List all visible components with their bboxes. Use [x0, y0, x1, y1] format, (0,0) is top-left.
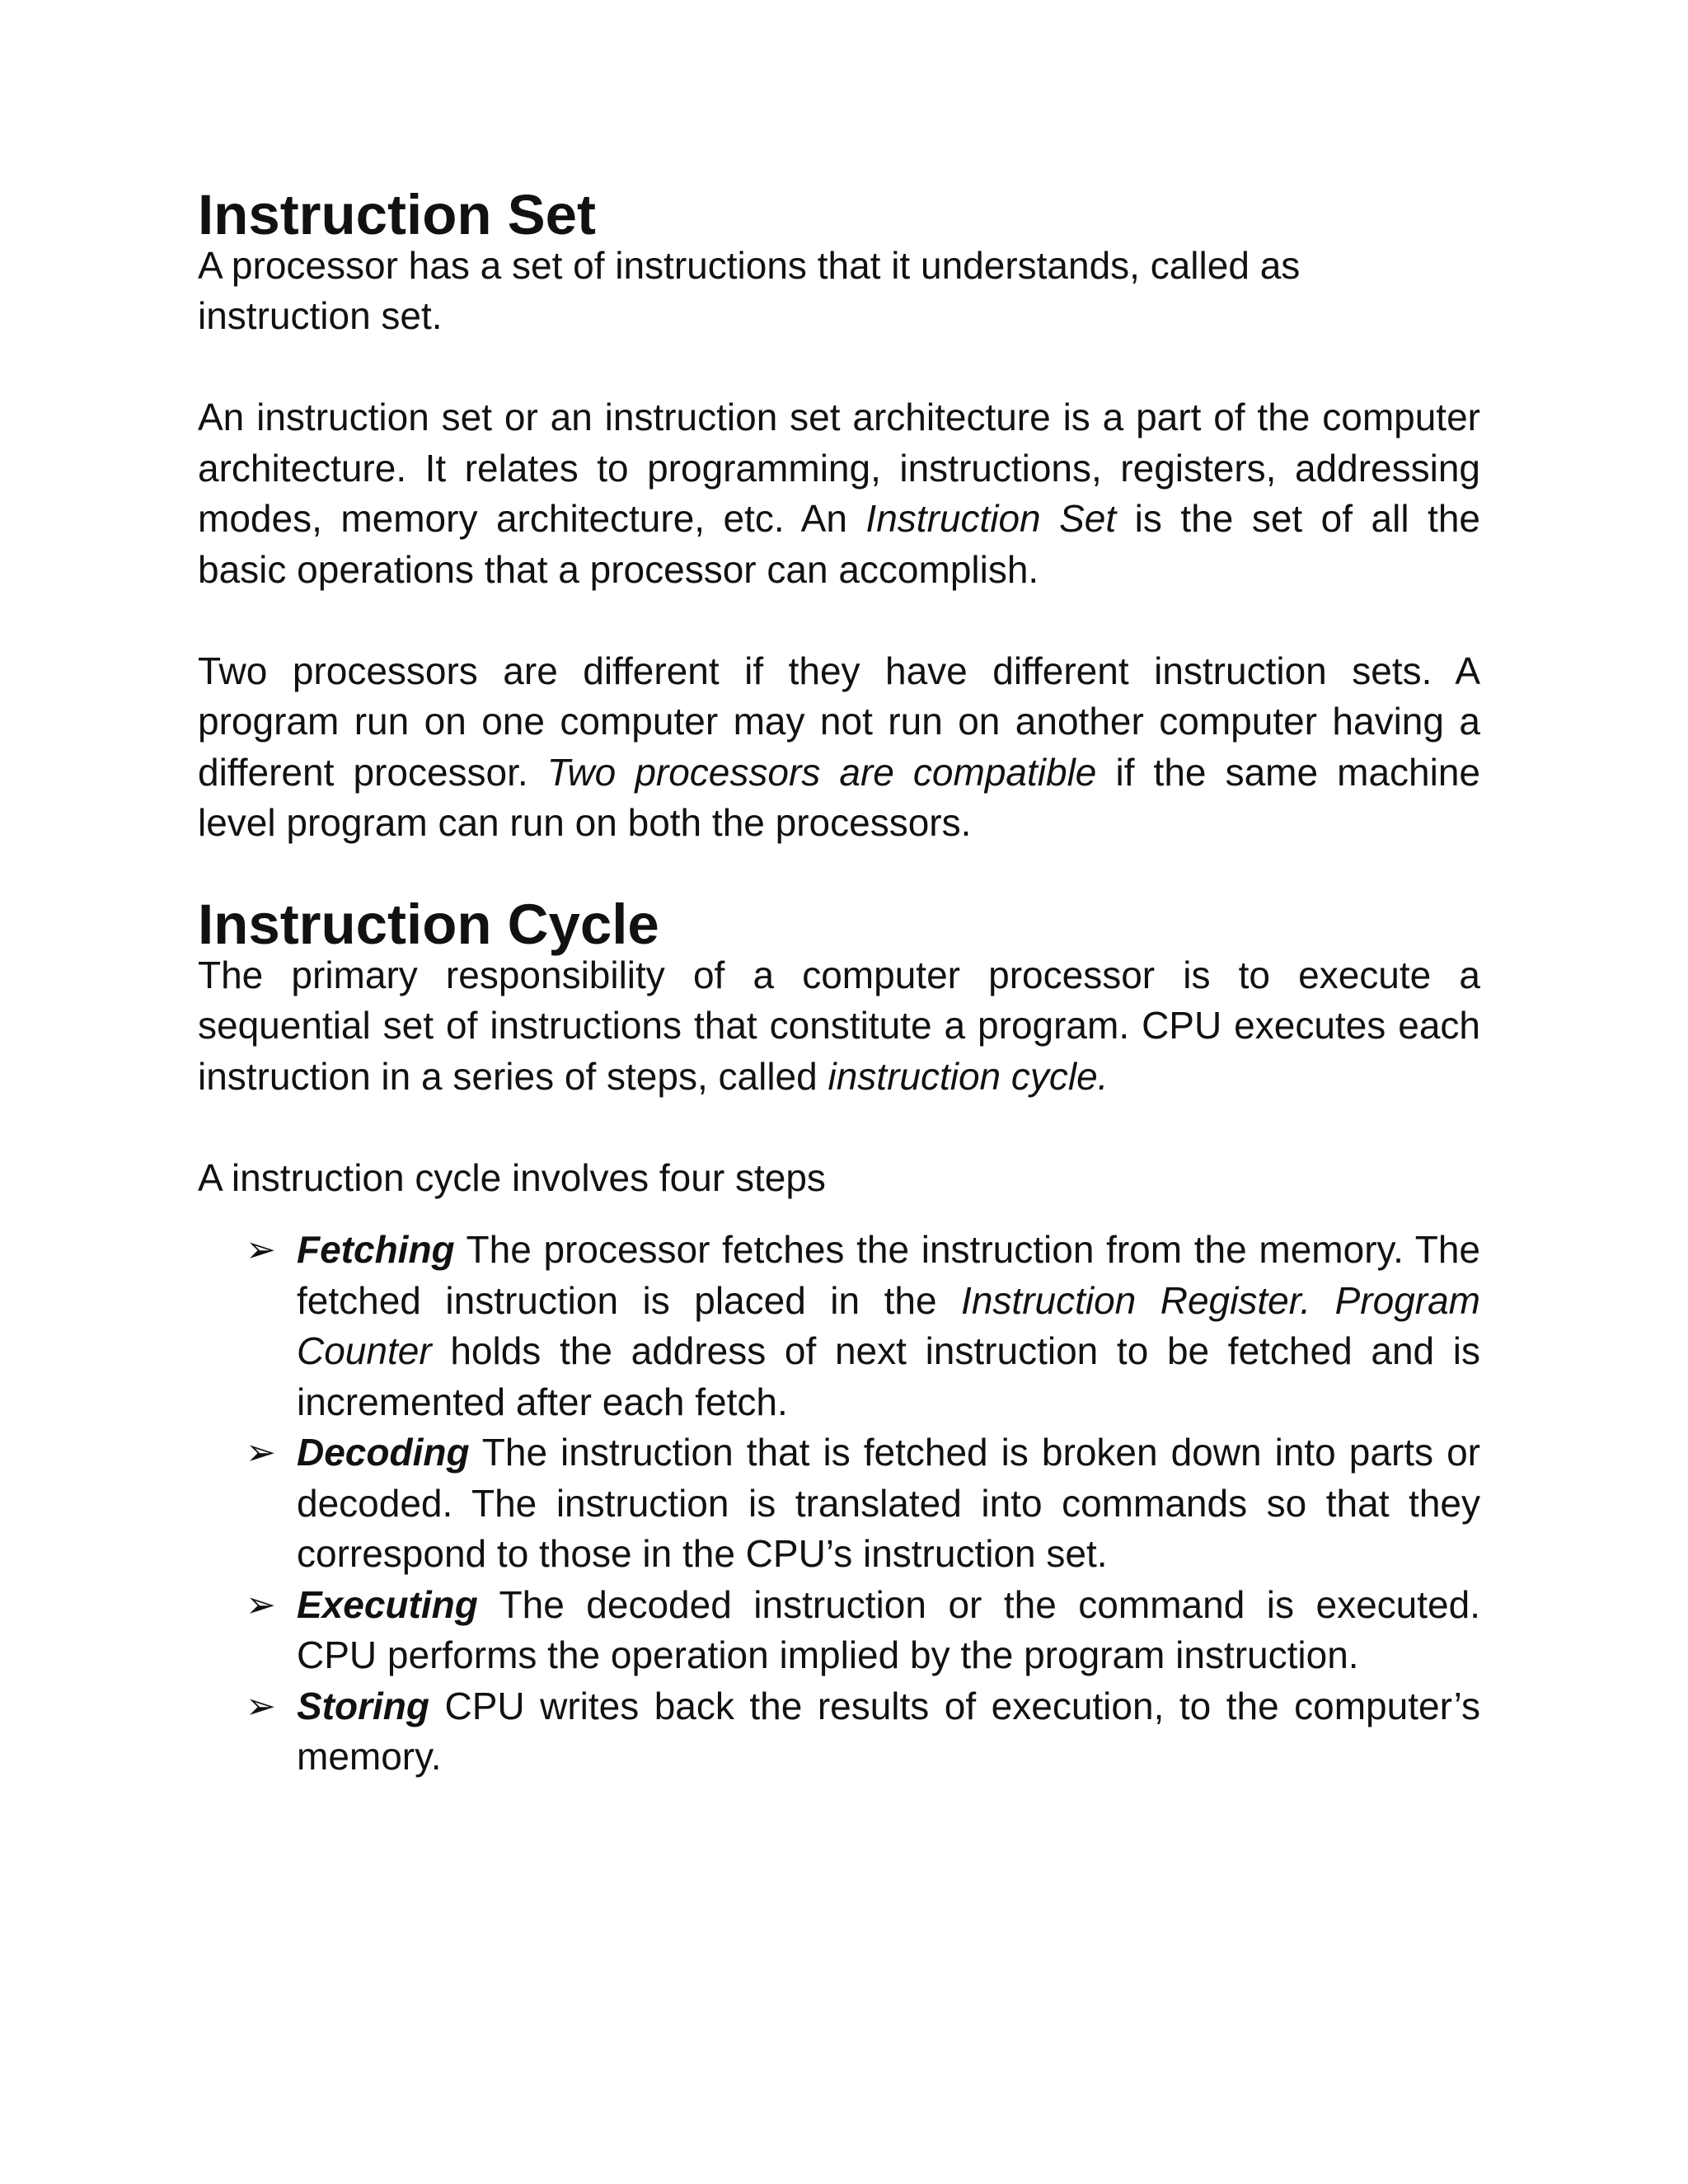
term-fetching: Fetching: [297, 1228, 455, 1271]
arrow-bullet-icon: ➢: [246, 1230, 276, 1270]
italic-term: Instruction Register. Program Counter: [297, 1278, 1480, 1372]
term-decoding: Decoding: [297, 1431, 470, 1474]
heading-instruction-set: Instruction Set: [198, 183, 597, 246]
arrow-bullet-icon: ➢: [246, 1432, 276, 1473]
list-item-storing: [246, 1681, 1480, 1783]
list-item-decoding: [246, 1427, 1480, 1580]
term-executing: Executing: [297, 1582, 478, 1626]
document-page: [198, 183, 1481, 1783]
paragraph-instruction-cycle: [198, 950, 1480, 1103]
text: The primary responsibility of a computer processor is to execute a sequential set of instructions that constitute a program. CPU executes each instruction in a series of steps, called: [198, 953, 1480, 1098]
list-item-executing: [246, 1580, 1480, 1681]
text: Two processors are different if they have different instruction sets. A program run on one computer may not run on another computer having a different processor.: [198, 649, 1480, 794]
term-storing: Storing: [297, 1684, 429, 1727]
text: An instruction set or an instruction set architecture is a part of the computer architecture. It relates to programming, instructions, registers, addressing modes, memory architecture, etc. An: [198, 396, 1480, 540]
italic-term: Instruction Set: [865, 497, 1117, 540]
text: The decoded instruction or the command is executed. CPU performs the operation implied by the program instruction.: [297, 1582, 1480, 1676]
text: CPU writes back the results of execution, to the computer’s memory.: [297, 1684, 1480, 1778]
text: is the set of all the basic operations that a processor can accomplish.: [198, 497, 1480, 591]
arrow-bullet-icon: ➢: [246, 1685, 276, 1727]
text: The instruction that is fetched is broken down into parts or decoded. The instruction is translated into commands so that they correspond to those in the CPU’s instruction set.: [297, 1431, 1480, 1575]
paragraph-instruction-set-intro: A processor has a set of instructions that it understands, called as instruction set.: [198, 243, 1301, 337]
list-item-fetching: [246, 1225, 1480, 1427]
paragraph-isa: [198, 392, 1480, 595]
text: if the same machine level program can run on both the processors.: [198, 750, 1481, 844]
italic-term: instruction cycle.: [828, 1054, 1109, 1098]
paragraph-compatibility: [198, 646, 1480, 849]
heading-instruction-cycle: Instruction Cycle: [198, 893, 659, 956]
text: holds the address of next instruction to be fetched and is incremented after each fetch.: [297, 1329, 1480, 1423]
italic-term: Two processors are compatible: [546, 750, 1097, 794]
arrow-bullet-icon: ➢: [246, 1584, 276, 1625]
steps-list: [198, 1225, 1480, 1783]
paragraph-four-steps: A instruction cycle involves four steps: [198, 1155, 826, 1199]
text: The processor fetches the instruction from the memory. The fetched instruction is placed in the: [297, 1228, 1480, 1322]
